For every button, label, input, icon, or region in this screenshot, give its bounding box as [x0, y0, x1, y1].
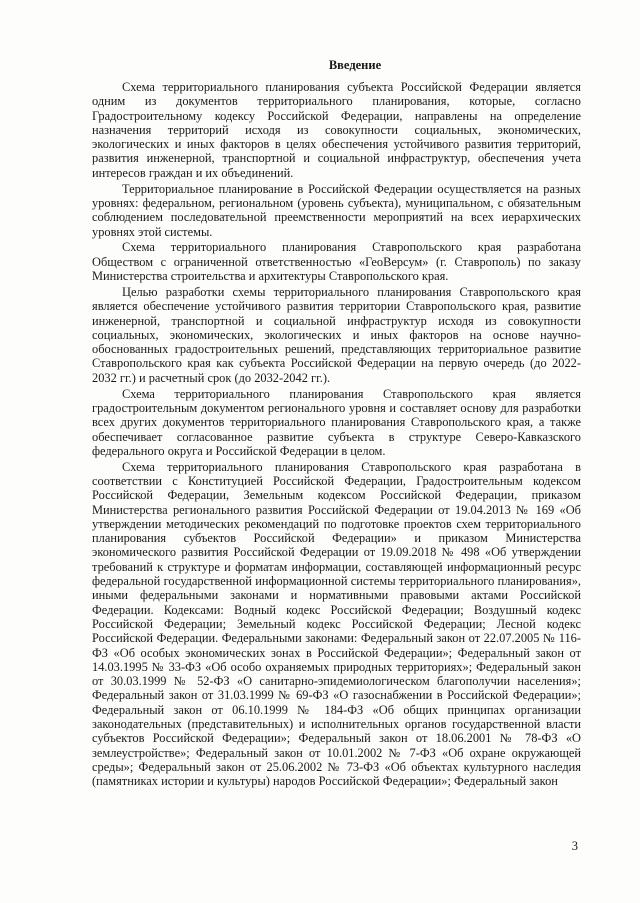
page-number: 3: [571, 839, 578, 853]
paragraph-5: Схема территориального планирования Ставропольского края является градостроительным документом регионального уровня и составляет основу для разработки всех других документов территориального планирования Ставропольского края, а также обеспечивает согласованное развитие субъекта в структуре Северо-Кавказского федерального округа и Российской Федерации в целом.: [92, 386, 581, 458]
paragraph-1: Схема территориального планирования субъекта Российской Федерации является одним из документов территориального планирования, которые, согласно Градостроительному кодексу Российской Федерации, направлены на определение назначения территорий исходя из совокупности социальных, экономических, экологических и иных факторов в целях обеспечения устойчивого развития территорий, развития инженерной, транспортной и социальной инфраструктур, обеспечения учета интересов граждан и их объединений.: [92, 80, 581, 180]
paragraph-2: Территориальное планирование в Российской Федерации осуществляется на разных уровнях: федеральном, региональном (уровень субъекта), муниципальном, с обязательным соблюдением последовательной преемственности мероприятий на всех иерархических уровнях этой системы.: [92, 181, 581, 239]
paragraph-6: Схема территориального планирования Ставропольского края разработана в соответствии с Конституцией Российской Федерации, Градостроительным кодексом Российской Федерации, Земельным кодексом Российской Федерации, приказом Министерства регионального развития Российской Федерации от 19.04.2013 № 169 «Об утверждении методических рекомендаций по подготовке проектов схем территориального планирования субъектов Российской Федерации» и приказом Министерства экономического развития Российской Федерации от 19.09.2018 № 498 «Об утверждении требований к структуре и форматам информации, составляющей информационный ресурс федеральной государственной информационной системы территориального планирования», иными федеральными законами и нормативными правовыми актами Российской Федерации. Кодексами: Водный кодекс Российской Федерации; Воздушный кодекс Российской Федерации; Земельный кодекс Российской Федерации; Лесной кодекс Российской Федерации. Федеральными законами: Федеральный закон от 22.07.2005 № 116-ФЗ «Об особых экономических зонах в Российской Федерации»; Федеральный закон от 14.03.1995 № 33-ФЗ «Об особо охраняемых природных территориях»; Федеральный закон от 30.03.1999 № 52-ФЗ «О санитарно-эпидемиологическом благополучии населения»; Федеральный закон от 31.03.1999 № 69-ФЗ «О газоснабжении в Российской Федерации»; Федеральный закон от 06.10.1999 № 184-ФЗ «Об общих принципах организации законодательных (представительных) и исполнительных органов государственной власти субъектов Российской Федерации»; Федеральный закон от 18.06.2001 № 78-ФЗ «О землеустройстве»; Федеральный закон от 10.01.2002 № 7-ФЗ «Об охране окружающей среды»; Федеральный закон от 25.06.2002 № 73-ФЗ «Об объектах культурного наследия (памятниках истории и культуры) народов Российской Федерации»; Федеральный закон: [92, 459, 581, 789]
paragraph-3: Схема территориального планирования Ставропольского края разработана Обществом с ограниченной ответственностью «ГеоВерсум» (г. Ставрополь) по заказу Министерства строительства и архитектуры Ставропольского края.: [92, 240, 581, 284]
document-body: [92, 80, 581, 790]
page-title: Введение: [328, 58, 382, 72]
paragraph-4: Целью разработки схемы территориального планирования Ставропольского края является обеспечение устойчивого развития территории Ставропольского края, развитие инженерной, транспортной и социальной инфраструктур исходя из совокупности социальных, экономических, экологических и иных факторов на основе научно-обоснованных градостроительных решений, представляющих территориальное развитие Ставропольского края как субъекта Российской Федерации на первую очередь (до 2022-2032 гг.) и расчетный срок (до 2032-2042 гг.).: [92, 284, 581, 385]
